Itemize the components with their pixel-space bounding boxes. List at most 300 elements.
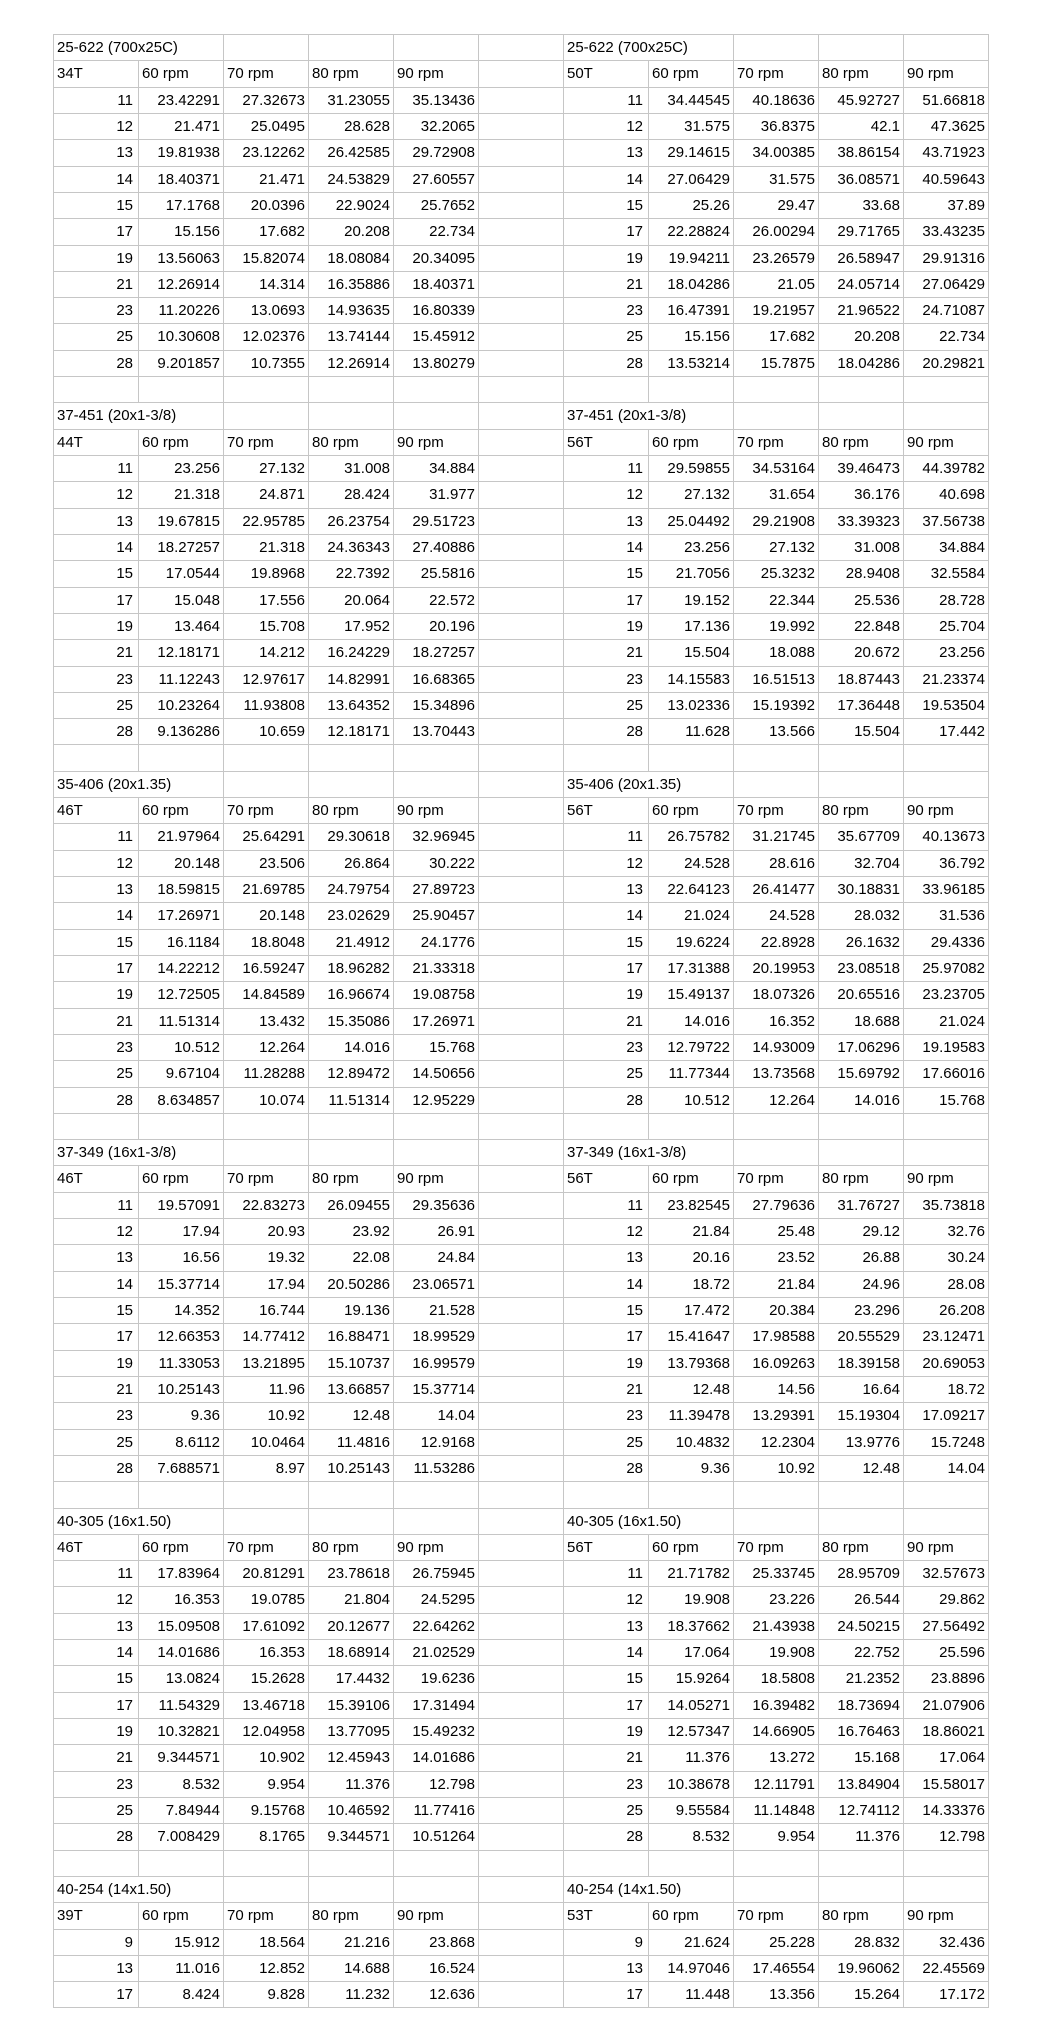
- rpm-header-cell[interactable]: 60 rpm: [139, 798, 224, 824]
- empty-cell[interactable]: [564, 1482, 649, 1508]
- speed-value-cell[interactable]: 18.72: [649, 1272, 734, 1298]
- cog-teeth-cell[interactable]: 23: [54, 1035, 139, 1061]
- speed-value-cell[interactable]: 31.008: [309, 456, 394, 482]
- speed-value-cell[interactable]: 17.556: [224, 588, 309, 614]
- speed-value-cell[interactable]: 31.977: [394, 482, 479, 508]
- empty-cell[interactable]: [479, 1219, 564, 1245]
- speed-value-cell[interactable]: 19.908: [649, 1587, 734, 1613]
- speed-value-cell[interactable]: 32.436: [904, 1930, 989, 1956]
- speed-value-cell[interactable]: 21.96522: [819, 298, 904, 324]
- rpm-header-cell[interactable]: 90 rpm: [394, 1903, 479, 1929]
- speed-value-cell[interactable]: 15.156: [649, 324, 734, 350]
- cog-teeth-cell[interactable]: 12: [564, 851, 649, 877]
- speed-value-cell[interactable]: 19.19583: [904, 1035, 989, 1061]
- empty-cell[interactable]: [54, 745, 139, 771]
- empty-cell[interactable]: [479, 1272, 564, 1298]
- speed-value-cell[interactable]: 19.8968: [224, 561, 309, 587]
- speed-value-cell[interactable]: 14.84589: [224, 982, 309, 1008]
- speed-value-cell[interactable]: 18.37662: [649, 1614, 734, 1640]
- speed-value-cell[interactable]: 14.01686: [139, 1640, 224, 1666]
- empty-cell[interactable]: [479, 1088, 564, 1114]
- speed-value-cell[interactable]: 15.49232: [394, 1719, 479, 1745]
- speed-value-cell[interactable]: 10.7355: [224, 351, 309, 377]
- rpm-header-cell[interactable]: 80 rpm: [309, 430, 394, 456]
- cog-teeth-cell[interactable]: 28: [54, 1456, 139, 1482]
- speed-value-cell[interactable]: 10.23264: [139, 693, 224, 719]
- speed-value-cell[interactable]: 22.344: [734, 588, 819, 614]
- empty-cell[interactable]: [734, 1482, 819, 1508]
- cog-teeth-cell[interactable]: 17: [564, 219, 649, 245]
- speed-value-cell[interactable]: 21.528: [394, 1298, 479, 1324]
- empty-cell[interactable]: [734, 35, 819, 61]
- speed-value-cell[interactable]: 25.0495: [224, 114, 309, 140]
- speed-value-cell[interactable]: 21.024: [649, 903, 734, 929]
- empty-cell[interactable]: [479, 193, 564, 219]
- speed-value-cell[interactable]: 13.66857: [309, 1377, 394, 1403]
- cog-teeth-cell[interactable]: 19: [564, 246, 649, 272]
- cog-teeth-cell[interactable]: 17: [54, 1324, 139, 1350]
- speed-value-cell[interactable]: 13.53214: [649, 351, 734, 377]
- speed-value-cell[interactable]: 11.54329: [139, 1693, 224, 1719]
- empty-cell[interactable]: [479, 1903, 564, 1929]
- empty-cell[interactable]: [479, 1719, 564, 1745]
- speed-value-cell[interactable]: 18.04286: [649, 272, 734, 298]
- empty-cell[interactable]: [479, 403, 564, 429]
- speed-value-cell[interactable]: 40.59643: [904, 167, 989, 193]
- speed-value-cell[interactable]: 22.45569: [904, 1956, 989, 1982]
- cog-teeth-cell[interactable]: 21: [54, 1377, 139, 1403]
- empty-cell[interactable]: [564, 1114, 649, 1140]
- rpm-header-cell[interactable]: 60 rpm: [649, 798, 734, 824]
- speed-value-cell[interactable]: 20.148: [224, 903, 309, 929]
- empty-cell[interactable]: [309, 1140, 394, 1166]
- cog-teeth-cell[interactable]: 15: [54, 193, 139, 219]
- speed-value-cell[interactable]: 16.99579: [394, 1351, 479, 1377]
- empty-cell[interactable]: [819, 1877, 904, 1903]
- speed-value-cell[interactable]: 18.07326: [734, 982, 819, 1008]
- cog-teeth-cell[interactable]: 13: [54, 140, 139, 166]
- speed-value-cell[interactable]: 19.67815: [139, 509, 224, 535]
- speed-value-cell[interactable]: 15.49137: [649, 982, 734, 1008]
- speed-value-cell[interactable]: 21.7056: [649, 561, 734, 587]
- cog-teeth-cell[interactable]: 28: [54, 1824, 139, 1850]
- empty-cell[interactable]: [734, 377, 819, 403]
- rpm-header-cell[interactable]: 70 rpm: [224, 798, 309, 824]
- cog-teeth-cell[interactable]: 21: [54, 640, 139, 666]
- empty-cell[interactable]: [224, 35, 309, 61]
- speed-value-cell[interactable]: 15.7248: [904, 1430, 989, 1456]
- cog-teeth-cell[interactable]: 25: [54, 693, 139, 719]
- rpm-header-cell[interactable]: 80 rpm: [309, 1166, 394, 1192]
- speed-value-cell[interactable]: 20.064: [309, 588, 394, 614]
- speed-value-cell[interactable]: 14.50656: [394, 1061, 479, 1087]
- speed-value-cell[interactable]: 12.04958: [224, 1719, 309, 1745]
- speed-value-cell[interactable]: 36.08571: [819, 167, 904, 193]
- speed-value-cell[interactable]: 25.228: [734, 1930, 819, 1956]
- speed-value-cell[interactable]: 21.43938: [734, 1614, 819, 1640]
- empty-cell[interactable]: [139, 377, 224, 403]
- speed-value-cell[interactable]: 10.92: [224, 1403, 309, 1429]
- empty-cell[interactable]: [479, 1482, 564, 1508]
- speed-value-cell[interactable]: 13.21895: [224, 1351, 309, 1377]
- speed-value-cell[interactable]: 25.97082: [904, 956, 989, 982]
- rpm-header-cell[interactable]: 70 rpm: [224, 61, 309, 87]
- cog-teeth-cell[interactable]: 12: [54, 851, 139, 877]
- speed-value-cell[interactable]: 21.71782: [649, 1561, 734, 1587]
- speed-value-cell[interactable]: 15.504: [649, 640, 734, 666]
- empty-cell[interactable]: [479, 1166, 564, 1192]
- empty-cell[interactable]: [224, 1851, 309, 1877]
- rpm-header-cell[interactable]: 80 rpm: [309, 1535, 394, 1561]
- empty-cell[interactable]: [479, 1193, 564, 1219]
- speed-value-cell[interactable]: 9.344571: [309, 1824, 394, 1850]
- speed-value-cell[interactable]: 40.18636: [734, 88, 819, 114]
- speed-value-cell[interactable]: 18.564: [224, 1930, 309, 1956]
- speed-value-cell[interactable]: 34.44545: [649, 88, 734, 114]
- cog-teeth-cell[interactable]: 13: [564, 509, 649, 535]
- speed-value-cell[interactable]: 12.18171: [139, 640, 224, 666]
- speed-value-cell[interactable]: 15.912: [139, 1930, 224, 1956]
- empty-cell[interactable]: [479, 1061, 564, 1087]
- speed-value-cell[interactable]: 14.01686: [394, 1745, 479, 1771]
- rpm-header-cell[interactable]: 90 rpm: [394, 1166, 479, 1192]
- speed-value-cell[interactable]: 12.852: [224, 1956, 309, 1982]
- speed-value-cell[interactable]: 11.376: [309, 1772, 394, 1798]
- empty-cell[interactable]: [904, 377, 989, 403]
- cog-teeth-cell[interactable]: 25: [564, 693, 649, 719]
- speed-value-cell[interactable]: 23.12471: [904, 1324, 989, 1350]
- speed-value-cell[interactable]: 15.2628: [224, 1666, 309, 1692]
- speed-value-cell[interactable]: 17.31388: [649, 956, 734, 982]
- speed-value-cell[interactable]: 15.41647: [649, 1324, 734, 1350]
- cog-teeth-cell[interactable]: 25: [564, 324, 649, 350]
- empty-cell[interactable]: [479, 1798, 564, 1824]
- cog-teeth-cell[interactable]: 9: [564, 1930, 649, 1956]
- speed-value-cell[interactable]: 16.88471: [309, 1324, 394, 1350]
- cog-teeth-cell[interactable]: 25: [564, 1798, 649, 1824]
- speed-value-cell[interactable]: 16.47391: [649, 298, 734, 324]
- speed-value-cell[interactable]: 26.864: [309, 851, 394, 877]
- table-title-cell[interactable]: 25-622 (700x25C): [54, 35, 224, 61]
- empty-cell[interactable]: [904, 1509, 989, 1535]
- speed-value-cell[interactable]: 20.148: [139, 851, 224, 877]
- speed-value-cell[interactable]: 10.92: [734, 1456, 819, 1482]
- speed-value-cell[interactable]: 12.89472: [309, 1061, 394, 1087]
- speed-value-cell[interactable]: 20.81291: [224, 1561, 309, 1587]
- speed-value-cell[interactable]: 19.81938: [139, 140, 224, 166]
- cog-teeth-cell[interactable]: 13: [564, 1956, 649, 1982]
- empty-cell[interactable]: [479, 140, 564, 166]
- empty-cell[interactable]: [479, 456, 564, 482]
- speed-value-cell[interactable]: 15.768: [394, 1035, 479, 1061]
- cog-teeth-cell[interactable]: 12: [54, 114, 139, 140]
- rpm-header-cell[interactable]: 70 rpm: [734, 798, 819, 824]
- speed-value-cell[interactable]: 29.71765: [819, 219, 904, 245]
- empty-cell[interactable]: [479, 1745, 564, 1771]
- cog-teeth-cell[interactable]: 11: [564, 1561, 649, 1587]
- speed-value-cell[interactable]: 29.21908: [734, 509, 819, 535]
- speed-value-cell[interactable]: 21.97964: [139, 824, 224, 850]
- speed-value-cell[interactable]: 13.74144: [309, 324, 394, 350]
- speed-value-cell[interactable]: 8.6112: [139, 1430, 224, 1456]
- speed-value-cell[interactable]: 12.57347: [649, 1719, 734, 1745]
- empty-cell[interactable]: [479, 1561, 564, 1587]
- cog-teeth-cell[interactable]: 14: [564, 1272, 649, 1298]
- speed-value-cell[interactable]: 12.26914: [139, 272, 224, 298]
- empty-cell[interactable]: [479, 1587, 564, 1613]
- cog-teeth-cell[interactable]: 15: [54, 1666, 139, 1692]
- speed-value-cell[interactable]: 23.42291: [139, 88, 224, 114]
- empty-cell[interactable]: [54, 1482, 139, 1508]
- speed-value-cell[interactable]: 17.442: [904, 719, 989, 745]
- empty-cell[interactable]: [649, 745, 734, 771]
- speed-value-cell[interactable]: 27.06429: [904, 272, 989, 298]
- cog-teeth-cell[interactable]: 13: [564, 877, 649, 903]
- cog-teeth-cell[interactable]: 11: [564, 1193, 649, 1219]
- cog-teeth-cell[interactable]: 17: [54, 1693, 139, 1719]
- speed-value-cell[interactable]: 13.0824: [139, 1666, 224, 1692]
- empty-cell[interactable]: [649, 377, 734, 403]
- empty-cell[interactable]: [309, 1482, 394, 1508]
- speed-value-cell[interactable]: 26.1632: [819, 930, 904, 956]
- empty-cell[interactable]: [479, 772, 564, 798]
- cog-teeth-cell[interactable]: 14: [54, 1272, 139, 1298]
- empty-cell[interactable]: [479, 167, 564, 193]
- cog-teeth-cell[interactable]: 25: [54, 1798, 139, 1824]
- speed-value-cell[interactable]: 15.168: [819, 1745, 904, 1771]
- chainring-header-cell[interactable]: 46T: [54, 1535, 139, 1561]
- rpm-header-cell[interactable]: 80 rpm: [309, 61, 394, 87]
- speed-value-cell[interactable]: 12.95229: [394, 1088, 479, 1114]
- speed-value-cell[interactable]: 19.32: [224, 1245, 309, 1271]
- cog-teeth-cell[interactable]: 14: [564, 903, 649, 929]
- speed-value-cell[interactable]: 18.27257: [394, 640, 479, 666]
- speed-value-cell[interactable]: 26.58947: [819, 246, 904, 272]
- empty-cell[interactable]: [904, 1482, 989, 1508]
- speed-value-cell[interactable]: 15.39106: [309, 1693, 394, 1719]
- speed-value-cell[interactable]: 19.53504: [904, 693, 989, 719]
- speed-value-cell[interactable]: 11.77344: [649, 1061, 734, 1087]
- cog-teeth-cell[interactable]: 13: [54, 1614, 139, 1640]
- empty-cell[interactable]: [564, 1851, 649, 1877]
- cog-teeth-cell[interactable]: 19: [564, 1719, 649, 1745]
- speed-value-cell[interactable]: 14.314: [224, 272, 309, 298]
- empty-cell[interactable]: [309, 1851, 394, 1877]
- speed-value-cell[interactable]: 12.2304: [734, 1430, 819, 1456]
- speed-value-cell[interactable]: 16.352: [734, 1009, 819, 1035]
- speed-value-cell[interactable]: 23.78618: [309, 1561, 394, 1587]
- cog-teeth-cell[interactable]: 17: [564, 956, 649, 982]
- table-title-cell[interactable]: 35-406 (20x1.35): [564, 772, 734, 798]
- speed-value-cell[interactable]: 12.97617: [224, 667, 309, 693]
- table-title-cell[interactable]: 37-349 (16x1-3/8): [564, 1140, 734, 1166]
- cog-teeth-cell[interactable]: 15: [564, 930, 649, 956]
- speed-value-cell[interactable]: 24.528: [734, 903, 819, 929]
- speed-value-cell[interactable]: 11.628: [649, 719, 734, 745]
- speed-value-cell[interactable]: 27.132: [734, 535, 819, 561]
- speed-value-cell[interactable]: 7.84944: [139, 1798, 224, 1824]
- empty-cell[interactable]: [309, 745, 394, 771]
- cog-teeth-cell[interactable]: 11: [564, 88, 649, 114]
- speed-value-cell[interactable]: 24.71087: [904, 298, 989, 324]
- empty-cell[interactable]: [479, 1114, 564, 1140]
- empty-cell[interactable]: [479, 35, 564, 61]
- speed-value-cell[interactable]: 18.088: [734, 640, 819, 666]
- cog-teeth-cell[interactable]: 23: [564, 298, 649, 324]
- speed-value-cell[interactable]: 44.39782: [904, 456, 989, 482]
- cog-teeth-cell[interactable]: 12: [54, 1587, 139, 1613]
- empty-cell[interactable]: [479, 535, 564, 561]
- speed-value-cell[interactable]: 37.89: [904, 193, 989, 219]
- speed-value-cell[interactable]: 33.39323: [819, 509, 904, 535]
- speed-value-cell[interactable]: 15.58017: [904, 1772, 989, 1798]
- speed-value-cell[interactable]: 31.536: [904, 903, 989, 929]
- empty-cell[interactable]: [904, 1877, 989, 1903]
- speed-value-cell[interactable]: 26.00294: [734, 219, 819, 245]
- speed-value-cell[interactable]: 12.9168: [394, 1430, 479, 1456]
- speed-value-cell[interactable]: 11.51314: [139, 1009, 224, 1035]
- speed-value-cell[interactable]: 18.87443: [819, 667, 904, 693]
- empty-cell[interactable]: [479, 640, 564, 666]
- speed-value-cell[interactable]: 33.96185: [904, 877, 989, 903]
- speed-value-cell[interactable]: 24.5295: [394, 1587, 479, 1613]
- speed-value-cell[interactable]: 12.45943: [309, 1745, 394, 1771]
- speed-value-cell[interactable]: 30.18831: [819, 877, 904, 903]
- speed-value-cell[interactable]: 7.008429: [139, 1824, 224, 1850]
- speed-value-cell[interactable]: 33.68: [819, 193, 904, 219]
- empty-cell[interactable]: [54, 377, 139, 403]
- speed-value-cell[interactable]: 31.21745: [734, 824, 819, 850]
- chainring-header-cell[interactable]: 46T: [54, 1166, 139, 1192]
- speed-value-cell[interactable]: 29.47: [734, 193, 819, 219]
- cog-teeth-cell[interactable]: 13: [54, 509, 139, 535]
- cog-teeth-cell[interactable]: 28: [564, 1088, 649, 1114]
- speed-value-cell[interactable]: 25.536: [819, 588, 904, 614]
- rpm-header-cell[interactable]: 80 rpm: [819, 61, 904, 87]
- empty-cell[interactable]: [479, 877, 564, 903]
- speed-value-cell[interactable]: 16.39482: [734, 1693, 819, 1719]
- speed-value-cell[interactable]: 17.98588: [734, 1324, 819, 1350]
- speed-value-cell[interactable]: 10.512: [139, 1035, 224, 1061]
- speed-value-cell[interactable]: 21.23374: [904, 667, 989, 693]
- speed-value-cell[interactable]: 11.53286: [394, 1456, 479, 1482]
- speed-value-cell[interactable]: 15.37714: [139, 1272, 224, 1298]
- speed-value-cell[interactable]: 24.50215: [819, 1614, 904, 1640]
- rpm-header-cell[interactable]: 70 rpm: [224, 1903, 309, 1929]
- speed-value-cell[interactable]: 22.64123: [649, 877, 734, 903]
- speed-value-cell[interactable]: 21.2352: [819, 1666, 904, 1692]
- speed-value-cell[interactable]: 30.222: [394, 851, 479, 877]
- speed-value-cell[interactable]: 17.1768: [139, 193, 224, 219]
- speed-value-cell[interactable]: 35.13436: [394, 88, 479, 114]
- speed-value-cell[interactable]: 21.318: [224, 535, 309, 561]
- empty-cell[interactable]: [479, 1456, 564, 1482]
- speed-value-cell[interactable]: 21.84: [734, 1272, 819, 1298]
- speed-value-cell[interactable]: 25.90457: [394, 903, 479, 929]
- cog-teeth-cell[interactable]: 15: [54, 1298, 139, 1324]
- speed-value-cell[interactable]: 21.02529: [394, 1640, 479, 1666]
- empty-cell[interactable]: [734, 1851, 819, 1877]
- cog-teeth-cell[interactable]: 14: [564, 167, 649, 193]
- speed-value-cell[interactable]: 22.83273: [224, 1193, 309, 1219]
- speed-value-cell[interactable]: 27.56492: [904, 1614, 989, 1640]
- speed-value-cell[interactable]: 18.96282: [309, 956, 394, 982]
- empty-cell[interactable]: [224, 1140, 309, 1166]
- speed-value-cell[interactable]: 9.36: [649, 1456, 734, 1482]
- speed-value-cell[interactable]: 12.798: [394, 1772, 479, 1798]
- cog-teeth-cell[interactable]: 21: [54, 1745, 139, 1771]
- empty-cell[interactable]: [479, 1430, 564, 1456]
- rpm-header-cell[interactable]: 80 rpm: [309, 798, 394, 824]
- cog-teeth-cell[interactable]: 13: [564, 140, 649, 166]
- empty-cell[interactable]: [479, 798, 564, 824]
- rpm-header-cell[interactable]: 80 rpm: [819, 1166, 904, 1192]
- empty-cell[interactable]: [479, 61, 564, 87]
- cog-teeth-cell[interactable]: 14: [54, 903, 139, 929]
- empty-cell[interactable]: [649, 1482, 734, 1508]
- speed-value-cell[interactable]: 28.424: [309, 482, 394, 508]
- speed-value-cell[interactable]: 20.384: [734, 1298, 819, 1324]
- rpm-header-cell[interactable]: 60 rpm: [649, 430, 734, 456]
- empty-cell[interactable]: [819, 772, 904, 798]
- cog-teeth-cell[interactable]: 23: [54, 1772, 139, 1798]
- empty-cell[interactable]: [479, 667, 564, 693]
- speed-value-cell[interactable]: 14.15583: [649, 667, 734, 693]
- rpm-header-cell[interactable]: 80 rpm: [819, 1535, 904, 1561]
- speed-value-cell[interactable]: 32.5584: [904, 561, 989, 587]
- speed-value-cell[interactable]: 18.39158: [819, 1351, 904, 1377]
- empty-cell[interactable]: [564, 377, 649, 403]
- speed-value-cell[interactable]: 10.0464: [224, 1430, 309, 1456]
- cog-teeth-cell[interactable]: 17: [54, 219, 139, 245]
- speed-value-cell[interactable]: 8.97: [224, 1456, 309, 1482]
- cog-teeth-cell[interactable]: 11: [54, 456, 139, 482]
- table-title-cell[interactable]: 40-305 (16x1.50): [54, 1509, 224, 1535]
- speed-value-cell[interactable]: 23.506: [224, 851, 309, 877]
- empty-cell[interactable]: [479, 1772, 564, 1798]
- empty-cell[interactable]: [479, 1640, 564, 1666]
- cog-teeth-cell[interactable]: 28: [564, 351, 649, 377]
- speed-value-cell[interactable]: 26.88: [819, 1245, 904, 1271]
- speed-value-cell[interactable]: 11.20226: [139, 298, 224, 324]
- speed-value-cell[interactable]: 13.9776: [819, 1430, 904, 1456]
- speed-value-cell[interactable]: 10.32821: [139, 1719, 224, 1745]
- speed-value-cell[interactable]: 8.532: [649, 1824, 734, 1850]
- empty-cell[interactable]: [224, 745, 309, 771]
- empty-cell[interactable]: [479, 1693, 564, 1719]
- speed-value-cell[interactable]: 23.92: [309, 1219, 394, 1245]
- speed-value-cell[interactable]: 16.59247: [224, 956, 309, 982]
- speed-value-cell[interactable]: 12.264: [224, 1035, 309, 1061]
- speed-value-cell[interactable]: 19.96062: [819, 1956, 904, 1982]
- speed-value-cell[interactable]: 9.828: [224, 1982, 309, 2008]
- empty-cell[interactable]: [139, 1114, 224, 1140]
- speed-value-cell[interactable]: 21.624: [649, 1930, 734, 1956]
- speed-value-cell[interactable]: 15.35086: [309, 1009, 394, 1035]
- empty-cell[interactable]: [479, 1535, 564, 1561]
- speed-value-cell[interactable]: 22.572: [394, 588, 479, 614]
- speed-value-cell[interactable]: 12.72505: [139, 982, 224, 1008]
- empty-cell[interactable]: [819, 745, 904, 771]
- speed-value-cell[interactable]: 17.26971: [139, 903, 224, 929]
- speed-value-cell[interactable]: 17.064: [904, 1745, 989, 1771]
- cog-teeth-cell[interactable]: 21: [54, 1009, 139, 1035]
- empty-cell[interactable]: [904, 772, 989, 798]
- cog-teeth-cell[interactable]: 28: [564, 1824, 649, 1850]
- speed-value-cell[interactable]: 11.93808: [224, 693, 309, 719]
- empty-cell[interactable]: [479, 1614, 564, 1640]
- speed-value-cell[interactable]: 9.136286: [139, 719, 224, 745]
